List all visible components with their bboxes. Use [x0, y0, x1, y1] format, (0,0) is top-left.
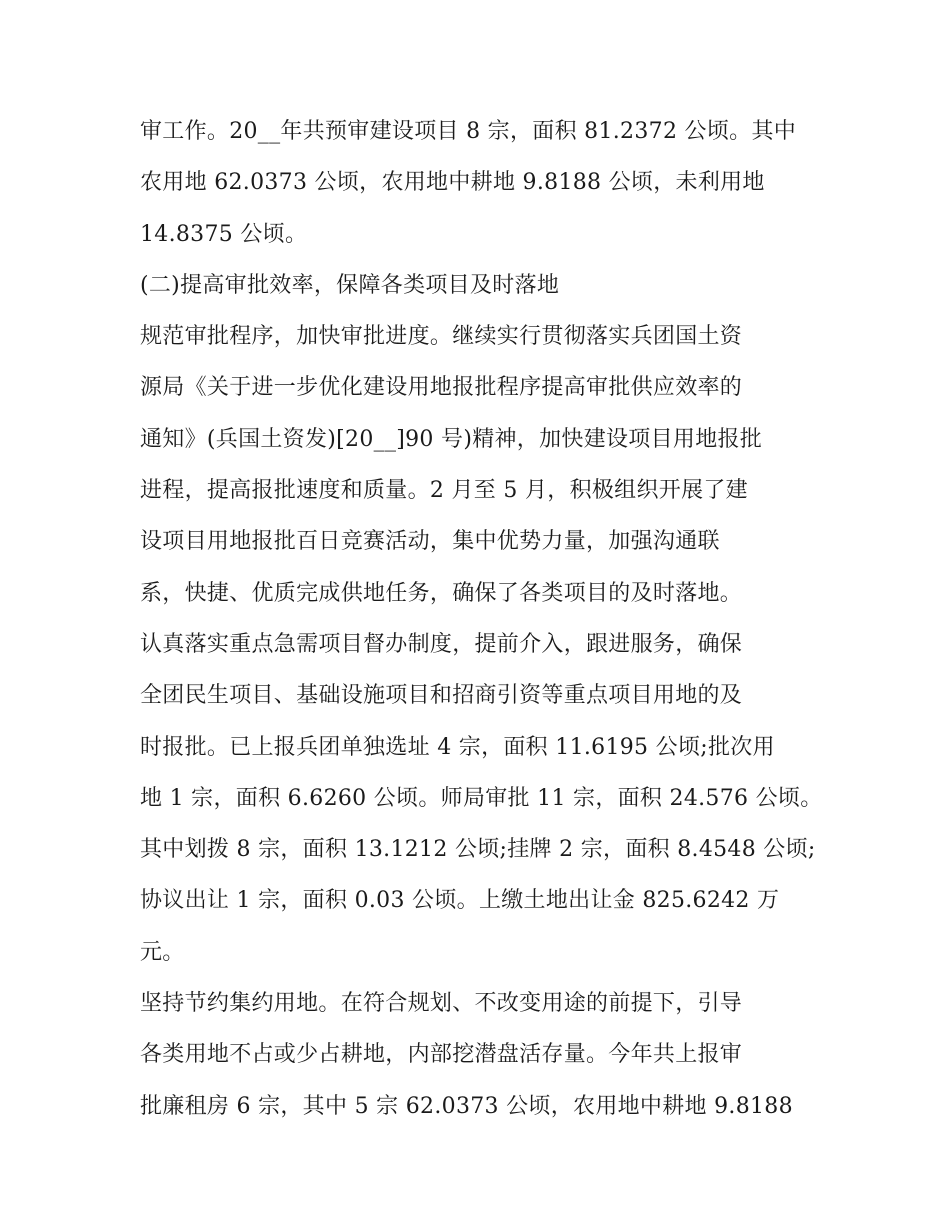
text-line: 通知》(兵国土资发)[20__]90 号)精神，加快建设项目用地报批 [140, 426, 763, 452]
text-line: 规范审批程序，加快审批进度。继续实行贯彻落实兵团国土资 [140, 324, 743, 350]
text-line: 认真落实重点急需项目督办制度，提前介入，跟进服务，确保 [140, 631, 743, 657]
text-line: 系，快捷、优质完成供地任务，确保了各类项目的及时落地。 [140, 580, 743, 606]
text-line: 地 1 宗，面积 6.6260 公顷。师局审批 11 宗，面积 24.576 公顷。 [140, 785, 823, 811]
text-line: 全团民生项目、基础设施项目和招商引资等重点项目用地的及 [140, 683, 743, 709]
text-line: 源局《关于进一步优化建设用地报批程序提高审批供应效率的 [140, 375, 743, 401]
text-line: 审工作。20__年共预审建设项目 8 宗，面积 81.2372 公顷。其中 [140, 119, 797, 144]
text-line: 批廉租房 6 宗，其中 5 宗 62.0373 公顷，农用地中耕地 9.8188 [140, 1093, 793, 1119]
document-body [140, 106, 823, 1132]
text-line: 协议出让 1 宗，面积 0.03 公顷。上缴土地出让金 825.6242 万 [140, 888, 780, 914]
text-line: 设项目用地报批百日竞赛活动，集中优势力量，加强沟通联 [140, 529, 720, 555]
text-line: 14.8375 公顷。 [140, 221, 308, 247]
text-line: 坚持节约集约用地。在符合规划、不改变用途的前提下，引导 [140, 991, 743, 1017]
text-line: 各类用地不占或少占耕地，内部挖潜盘活存量。今年共上报审 [140, 1042, 743, 1068]
text-line: 其中划拨 8 宗，面积 13.1212 公顷;挂牌 2 宗，面积 8.4548 公顷; [140, 837, 816, 863]
text-line: 农用地 62.0373 公顷，农用地中耕地 9.8188 公顷，未利用地 [140, 170, 765, 196]
text-line: 进程，提高报批速度和质量。2 月至 5 月，积极组织开展了建 [140, 478, 748, 504]
section-heading: (二)提高审批效率，保障各类项目及时落地 [140, 272, 560, 298]
text-line: 时报批。已上报兵团单独选址 4 宗，面积 11.6195 公顷;批次用 [140, 734, 775, 760]
text-line: 元。 [140, 939, 185, 965]
